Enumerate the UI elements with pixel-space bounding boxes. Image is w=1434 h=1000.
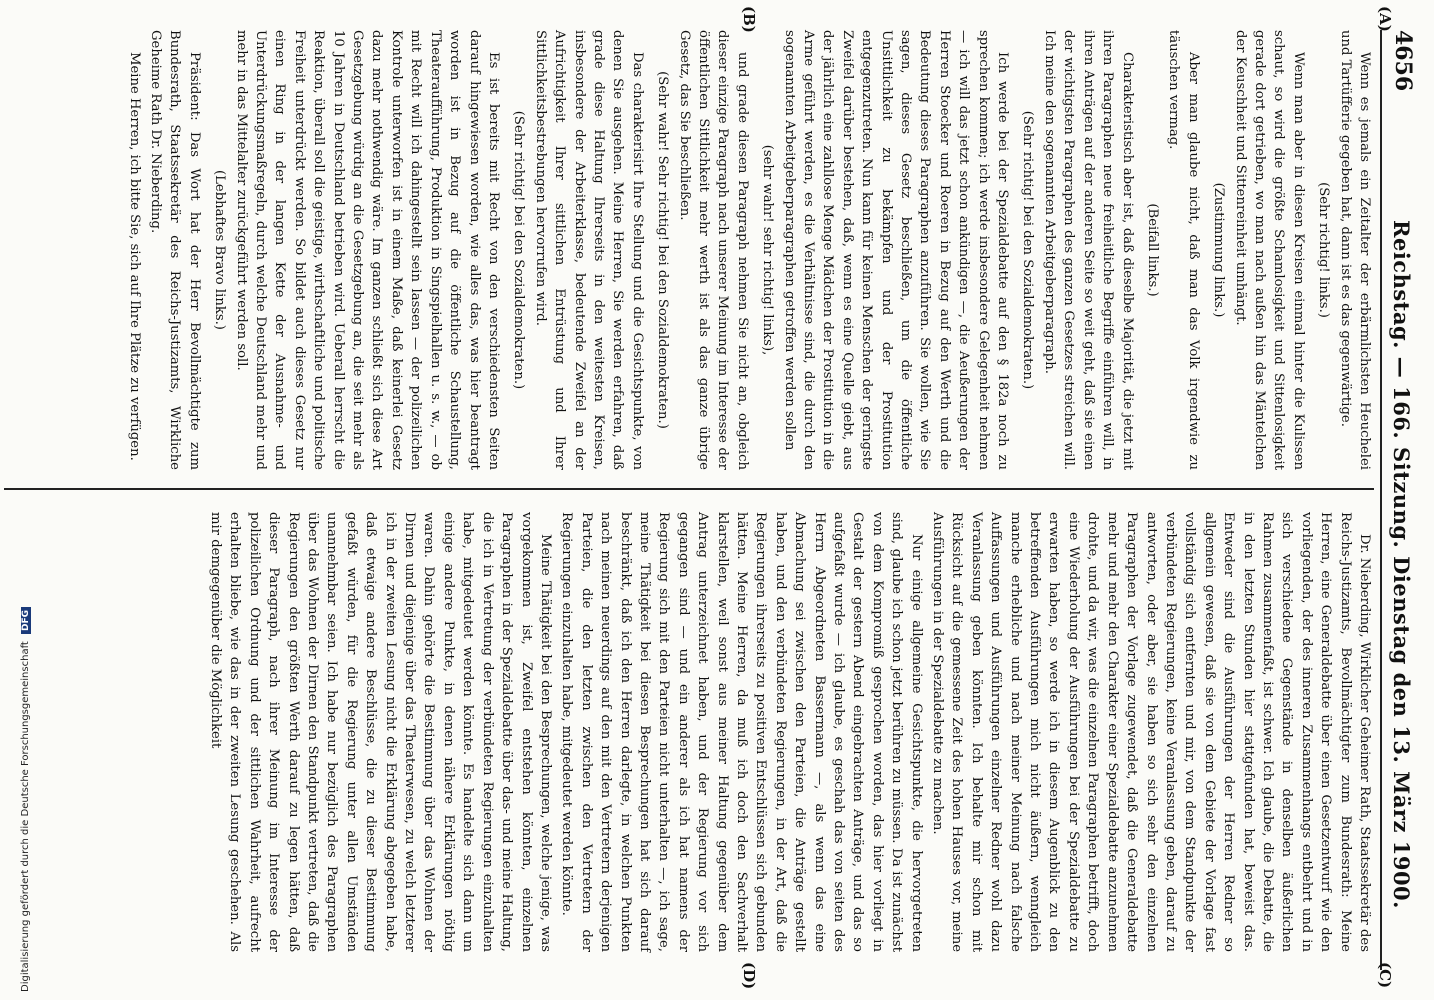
page-header — [1380, 30, 1422, 970]
speaker-paragraph: Dr. Nieberding, Wirklicher Geheimer Rath, Staatssekretär des Reichs-Justizamts, Bevollmächtigter zum Bundesrath: Meine Herren, eine Generaldebatte über einen Gesetzentwurf wie den vorliegenden, der des inneren Zusammenhangs entbehrt und in sich verschiedene Gegenstände in denselben äußerlichen Rahmen zusammenfaßt, ist schwer. Ich glaube, die Debatte, die in den letzten Stunden hier stattgefunden hat, beweist das. Entweder sind die Ausführungen der Herren Redner so allgemein gewesen, daß sie von dem Gebiete der Vorlage fast vollständig sich entfernten und mir, von dem Standpunkte der verbündeten Regierungen, keine Veranlassung geben, darauf zu antworten, oder aber, sie haben so sich sehr den einzelnen Paragraphen der Vorlage zugewendet, daß die Generaldebatte mehr und mehr den Charakter einer Spezialdebatte anzunehmen drohte, und da wir, was die einzelnen Paragraphen betrifft, doch eine Wiederholung der Ausführungen bei der Spezialdebatte zu erwarten haben, so werde ich in diesem Augenblick zu den betreffenden Ausführungen mich nicht äußern, wenngleich manche erhebliche und nach meiner Meinung nach falsche Auffassungen und Ausführungen einzelner Redner wohl dazu Veranlassung geben könnten. Ich behalte mir schon mit Rücksicht auf die gemessene Zeit des hohen Hauses vor, meine Ausführungen in der Spezialdebatte zu machen. — [930, 512, 1372, 952]
speaker-paragraph: Präsident: Das Wort hat der Herr Bevollmächtigte zum Bundesrath, Staatssekretär des Reichs-Justizamts, Wirkliche Geheime Rath Dr. Nieberding. — [148, 30, 202, 470]
interjection: (Sehr richtig! links.) — [1316, 182, 1332, 318]
right-text-column — [204, 512, 1374, 952]
paragraph: Meine Herren, ich bitte Sie, sich auf Ihre Plätze zu verfügen. — [126, 52, 142, 461]
interjection: (Sehr wahr! Sehr richtig! bei den Sozialdemokraten.) — [655, 71, 671, 429]
paragraph: Aber man glaube nicht, daß man das Volk irgendwie zu täuschen vermag. — [1166, 30, 1201, 470]
margin-marker-c: (C) — [1376, 962, 1394, 989]
paragraph: Meine Thätigkeit bei den Besprechungen, welche jenige, was vorgekommen ist, Zweifel entstehen könnten, einzelnen Paragraphen in der Spezialdebatte über das- und meine Haltung, die ich in Vertretung der verbündeten Regierungen einzuhalten habe, mitgedeutet werden könnte. Es handelte sich dann um einige andere Punkte, in denen nähere Erklärungen nöthig waren. Dahin gehörte die Bestimmung über das Wohnen der Dirnen und diejenige über das Theaterwesen, zu welch letzterer ich in der zweiten Lesung nicht die Erklärung abgegeben habe, daß etwaige andere Beschlüsse, die zu dieser Bestimmung gefaßt würden, für die Regierung unter allen Umständen unannehmbar seien. Ich habe nur bezüglich des Paragraphen über das Wohnen der Dirnen den Standpunkt vertreten, daß die Regierungen den größten Werth darauf zu legen hätten, daß dieser Paragraph, nach ihrer Meinung im Interesse der polizeilichen Ordnung und der sittlichen Wahrheit, aufrecht erhalten bliebe, wie das in der zweiten Lesung geschehen. Als mir demgegenüber die Möglichkeit — [208, 512, 553, 952]
interjection: (Sehr richtig! bei den Sozialdemokraten.) — [1020, 110, 1036, 390]
interjection: (Beifall links.) — [1144, 203, 1160, 297]
interjection: (Lebhaftes Bravo links.) — [212, 170, 228, 330]
paragraph: Nur einige allgemeine Gesichtspunkte, die hervorgetreten sind, glaube ich schon jetzt berühren zu müssen. Da ist zunächst von dem Kompromiß gesprochen worden, das hier vorliegt in Gestalt der gestern Abend eingebrachten Anträge, und das so aufgefaßt wurde — ich glaube, es geschah das von seiten des Herrn Abgeordneten Bassermann —, als wenn das eine Abmachung sei zwischen den Parteien, die Anträge gestellt haben, und den verbündeten Regierungen, in der Art, daß die Regierungen ihrerseits zu positiven Entschlüssen sich gebunden hätten. Meine Herren, da muß ich doch den Sachverhalt klarstellen, weil sonst aus meiner Haltung gegenüber dem Antrag unterzeichnet haben, und der Regierung vor sich gegangen sind — und ein anderer als ich hat namens der Regierung sich mit den Parteien nicht unterhalten —, ich sage, meine Thätigkeit bei diesen Besprechungen hat sich darauf beschränkt, daß ich den Herren darlegte, in welchen Punkten nach meinen neuerdings auf den mit den Vertretern derjenigen Parteien, die den letzten zwischen den Vertretern der Regierungen einzuhalten habe, mitgedeutet werden könnte. — [559, 512, 924, 952]
digitization-credit — [20, 607, 31, 992]
paragraph: Es ist bereits mit Recht von den verschiedensten Seiten darauf hingewiesen worden, wie alles das, was hier beantragt worden ist in Bezug auf die öffentliche Schaustellung, Theateraufführung, Produktion in Singspielhallen u. s. w., — ob mit Recht will ich dahingestellt sein lassen — der polizeilichen Kontrole unterworfen ist in einem Maße, daß keinerlei Gesetz dazu mehr nothwendig wäre. Im ganzen schließt sich diese Art Gesetzgebung würdig an die Gesetzgebung an, die seit mehr als 10 Jahren in Deutschland betrieben wird. Ueberall herrscht die Reaktion, überall soll die geistige, wirthschaftliche und politische Freiheit unterdrückt werden. So bildet auch dieses Gesetz nur einen Ring in der langen Kette der Ausnahme- und Unterdrückungsmaßregeln, durch welche Deutschland mehr und mehr in das Mittelalter zurückgeführt werden soll. — [233, 30, 501, 470]
dfg-logo: DFG — [21, 607, 31, 634]
paragraph: Das charakterisirt Ihre Stellung und die Gesichtspunkte, von denen Sie ausgehen. Meine Herren, Sie werden erfahren, daß grade diese Haltung Ihrerseits in den weitesten Kreisen, insbesondere der Arbeiterklasse, bedeutende Zweifel an der Aufrichtigkeit Ihrer sittlichen Entrüstung und Ihrer Sittlichkeitsbestrebungen hervorrufen wird. — [532, 30, 645, 470]
margin-marker-d: (D) — [740, 962, 758, 990]
interjection: (Sehr richtig! bei den Sozialdemokraten.) — [511, 110, 527, 390]
interjection: (sehr wahr! sehr richtig! links), — [760, 144, 776, 356]
paragraph: Charakteristisch aber ist, daß dieselbe Majorität, die jetzt mit ihren Paragraphen neue freiheitliche Begriffe einführen will, in ihren Anträgen auf der anderen Seite so weit geht, daß sie einen der wichtigsten Paragraphen des ganzen Gesetzes streichen will. Ich meine den sogenannten Arbeitgeberparagraph. — [1041, 30, 1135, 470]
margin-marker-b: (B) — [740, 6, 758, 33]
paragraph: und grade diesen Paragraph nehmen Sie nicht an, obgleich dieser einzige Paragraph nach unserer Meinung im Interesse der öffentlichen Sittlichkeit mehr werth ist als das ganze übrige Gesetz, das Sie beschließen. — [676, 30, 750, 470]
interjection: (Zustimmung links.) — [1211, 182, 1227, 318]
paragraph: Ich werde bei der Spezialdebatte auf den § 182a noch zu sprechen kommen; ich werde insbesondere Gelegenheit nehmen — ich will das jetzt schon ankündigen —, die Aeußerungen der Herren Stoecker und Roeren in Bezug auf den Werth und die Bedeutung dieses Paragraphen anzuführen. Sie wollen, wie Sie sagen, dieses Gesetz beschließen, um die öffentliche Unsittlichkeit zu bekämpfen und der Prostitution entgegenzutreten. Nun kann für keinen Menschen der geringste Zweifel darüber bestehen, daß, wenn es eine Quelle giebt, aus der jährlich eine zahllose Menge Mädchen der Prostitution in die Arme geführt werden, es die Verhältnisse sind, die durch den sogenannten Arbeitgeberparagraphen getroffen werden sollen — [781, 30, 1011, 470]
margin-marker-a: (A) — [1376, 6, 1394, 32]
header-title: Reichstag. — 166. Sitzung. Dienstag den 13. März 1900. — [1389, 220, 1414, 909]
credit-text: Digitalisierung gefördert durch die Deutsche Forschungsgemeinschaft — [20, 641, 31, 992]
column-divider — [4, 488, 1374, 490]
page-number: 4656 — [1390, 30, 1416, 92]
paragraph: Wenn es jemals ein Zeitalter der erbärmlichsten Heuchelei und Tartüfferie gegeben hat, dann ist es das gegenwärtige. — [1337, 30, 1372, 470]
left-text-column — [122, 30, 1374, 470]
paragraph: Wenn man aber in diesen Kreisen einmal hinter die Kulissen schaut, so wird die größte Schamlosigkeit und Sittenlosigkeit gerade dort getrieben, wo man nach außen hin das Mäntelchen der Keuschheit und Sittenreinheit umhängt. — [1232, 30, 1306, 470]
